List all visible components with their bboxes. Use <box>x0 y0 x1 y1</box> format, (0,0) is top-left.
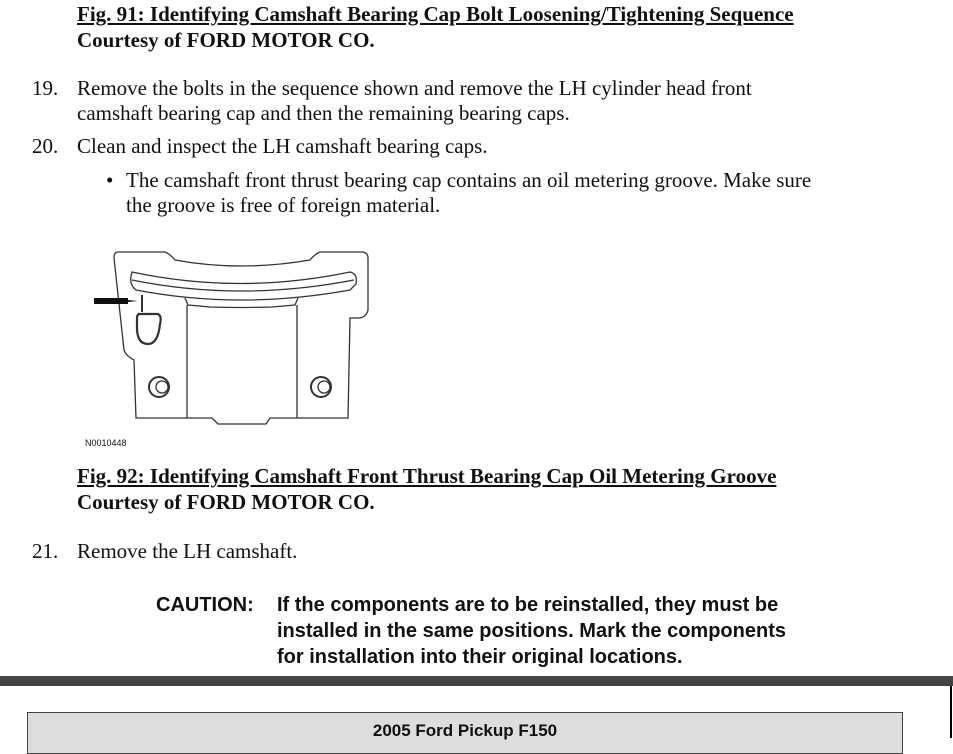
step-number: 19. <box>32 76 59 100</box>
caution-text: for installation into their original locations. <box>277 646 683 668</box>
bullet-text: The camshaft front thrust bearing cap contains an oil metering groove. Make sure <box>126 168 812 192</box>
step-text: Clean and inspect the LH camshaft bearing caps. <box>77 134 488 158</box>
step-text: Remove the LH camshaft. <box>77 539 298 563</box>
caution-label: CAUTION: <box>156 594 254 616</box>
fig92-title: Fig. 92: Identifying Camshaft Front Thrust Bearing Cap Oil Metering Groove <box>77 464 777 488</box>
caution-text: If the components are to be reinstalled, they must be <box>277 594 779 616</box>
bullet-text: the groove is free of foreign material. <box>126 193 441 217</box>
fig92-courtesy: Courtesy of FORD MOTOR CO. <box>77 490 375 514</box>
figure-code: N0010448 <box>85 438 127 448</box>
step-number: 21. <box>32 539 59 563</box>
fig91-title: Fig. 91: Identifying Camshaft Bearing Cap Bolt Loosening/Tightening Sequence <box>77 2 794 26</box>
caution-text: installed in the same positions. Mark the components <box>277 620 786 642</box>
fig91-courtesy: Courtesy of FORD MOTOR CO. <box>77 28 375 52</box>
bearing-cap-illustration <box>80 240 380 440</box>
page-edge <box>950 686 952 738</box>
step-text: Remove the bolts in the sequence shown and remove the LH cylinder head front <box>77 76 752 100</box>
bullet-icon: • <box>106 168 114 192</box>
step-number: 20. <box>32 134 59 158</box>
page-header-title: 2005 Ford Pickup F150 <box>27 712 903 754</box>
arrow-icon <box>94 298 138 304</box>
step-text: camshaft bearing cap and then the remaining bearing caps. <box>77 101 570 125</box>
page-divider <box>0 676 953 686</box>
